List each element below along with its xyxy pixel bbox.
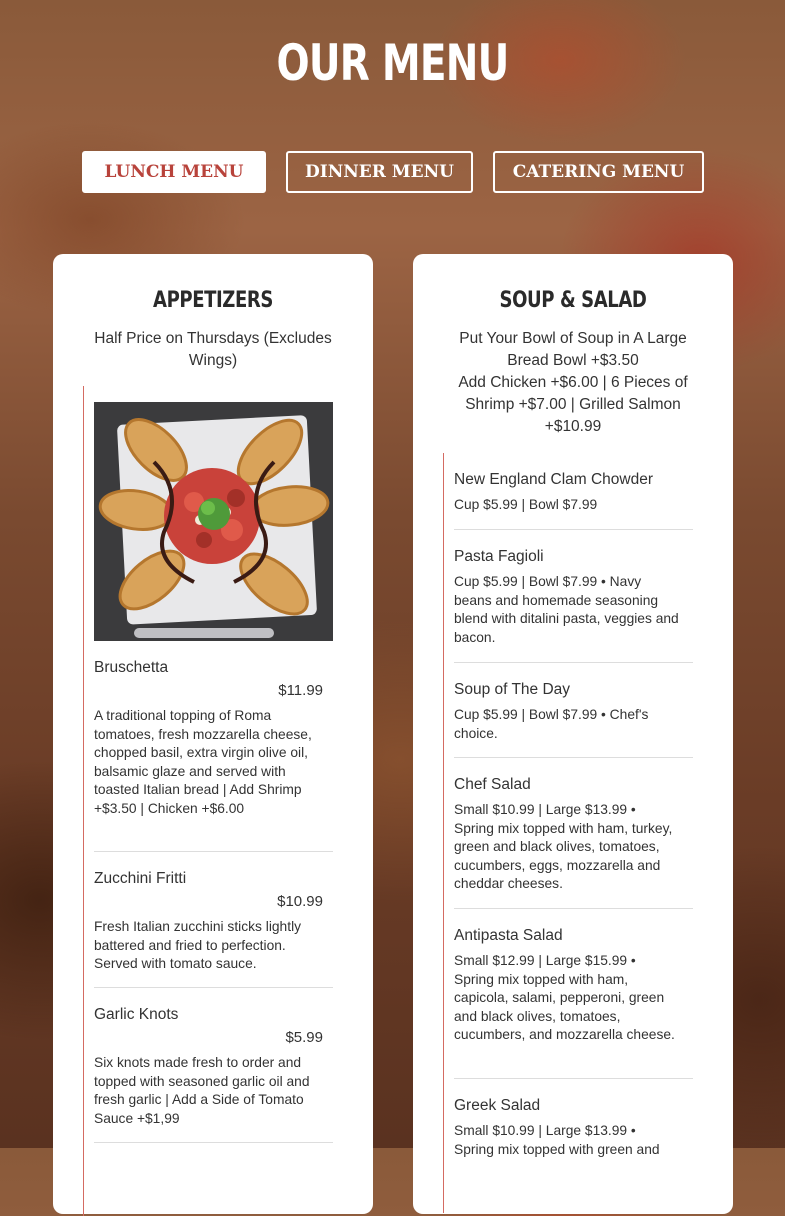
menu-item-chef-salad	[454, 775, 693, 894]
page-title: OUR MENU	[276, 34, 509, 92]
item-name: Zucchini Fritti	[94, 870, 187, 887]
menu-item-bruschetta	[94, 658, 333, 819]
item-price: $5.99	[285, 1029, 323, 1046]
tab-lunch-menu[interactable]: LUNCH MENU	[82, 151, 266, 193]
divider	[94, 987, 333, 988]
item-description: Fresh Italian zucchini sticks lightly battered and fried to perfection. Served with tomato sauce.	[94, 919, 302, 972]
divider	[454, 757, 693, 758]
divider	[454, 662, 693, 663]
item-description: Small $10.99 | Large $13.99 • Spring mix topped with green and	[454, 1123, 660, 1157]
item-name: New England Clam Chowder	[454, 471, 654, 488]
item-name: Bruschetta	[94, 659, 169, 676]
divider	[94, 1142, 333, 1143]
appetizers-note: Half Price on Thursdays (Excludes Wings)	[94, 330, 332, 369]
bruschetta-image	[94, 402, 333, 641]
menu-item-antipasta-salad	[454, 926, 693, 1045]
item-description: Small $12.99 | Large $15.99 • Spring mix topped with ham, capicola, salami, pepperoni, green and black olives, tomatoes, cucumbers, and mozzarella cheese.	[454, 953, 675, 1043]
divider	[94, 851, 333, 852]
appetizers-rail	[83, 386, 84, 1216]
divider	[454, 908, 693, 909]
tab-catering-menu[interactable]: CATERING MENU	[493, 151, 704, 193]
soup-salad-note-bread-bowl: Put Your Bowl of Soup in A Large Bread Bowl +$3.50	[459, 330, 687, 369]
menu-item-pasta-fagioli	[454, 547, 693, 647]
menu-item-garlic-knots	[94, 1005, 333, 1128]
item-description: Cup $5.99 | Bowl $7.99 • Chef's choice.	[454, 707, 649, 741]
bruschetta-illustration	[94, 402, 333, 641]
appetizers-title: APPETIZERS	[153, 288, 273, 313]
menu-tabs	[0, 151, 785, 193]
item-name: Garlic Knots	[94, 1006, 179, 1023]
tab-dinner-menu[interactable]: DINNER MENU	[286, 151, 473, 193]
item-price: $10.99	[277, 893, 323, 910]
menu-item-zucchini-fritti	[94, 869, 333, 974]
menu-item-soup-of-the-day	[454, 680, 693, 743]
soup-salad-rail	[443, 453, 444, 1213]
soup-salad-note-add-protein: Add Chicken +$6.00 | 6 Pieces of Shrimp +$7.00 | Grilled Salmon +$10.99	[458, 374, 688, 435]
divider	[454, 529, 693, 530]
item-description: Cup $5.99 | Bowl $7.99 • Navy beans and homemade seasoning blend with ditalini pasta, veggies and bacon.	[454, 574, 679, 645]
menu-item-greek-salad	[454, 1096, 693, 1159]
divider	[454, 1078, 693, 1079]
item-description: A traditional topping of Roma tomatoes, fresh mozzarella cheese, chopped basil, extra virgin olive oil, balsamic glaze and served with toasted Italian bread | Add Shrimp +$3.50 | Chicken +$6.00	[94, 708, 312, 816]
item-name: Soup of The Day	[454, 681, 571, 698]
item-price: $11.99	[278, 682, 323, 699]
item-description: Six knots made fresh to order and topped with seasoned garlic oil and fresh garlic | Add a Side of Tomato Sauce +$1,99	[94, 1055, 310, 1126]
item-name: Chef Salad	[454, 776, 531, 793]
appetizers-card	[53, 254, 373, 1214]
item-name: Antipasta Salad	[454, 927, 563, 944]
item-description: Small $10.99 | Large $13.99 • Spring mix topped with ham, turkey, green and black olives, tomatoes, cucumbers, eggs, mozzarella and cheddar cheeses.	[454, 802, 673, 892]
item-description: Cup $5.99 | Bowl $7.99	[454, 497, 598, 512]
soup-salad-card	[413, 254, 733, 1214]
menu-item-clam-chowder	[454, 470, 693, 515]
soup-salad-title: SOUP & SALAD	[499, 288, 647, 313]
item-name: Greek Salad	[454, 1097, 541, 1114]
item-name: Pasta Fagioli	[454, 548, 544, 565]
